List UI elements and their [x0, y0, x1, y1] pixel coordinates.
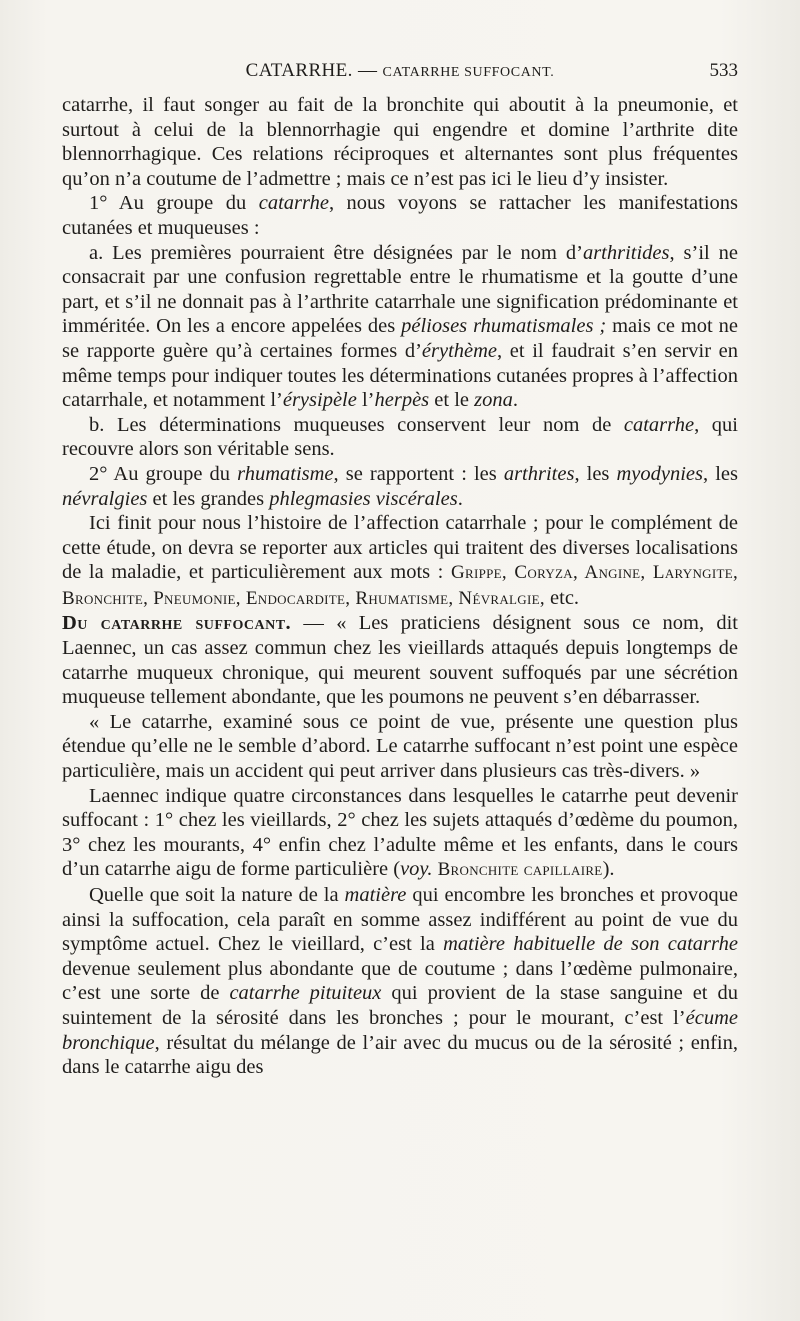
paragraph-8: « Le catarrhe, examiné sous ce point de vue, présente une question plus étendue qu’elle ne le semble d’abord. Le catarrhe suffocant n’est point une espèce particulière, mais un accident qui peut arriver dans plusieurs cas très-divers. »: [62, 710, 738, 783]
running-title-separator: —: [352, 60, 383, 81]
paragraph-4: b. Les déterminations muqueuses conservent leur nom de catarrhe, qui recouvre alors son véritable sens.: [62, 413, 738, 461]
page-number: 533: [709, 60, 738, 81]
paragraph-7: Du catarrhe suffocant. — « Les praticiens désignent sous ce nom, dit Laennec, un cas assez commun chez les vieillards attaqués depuis longtemps de catarrhe muqueux chronique, qui meurent souvent suffoqués par une sécrétion muqueuse tellement abondante, que les poumons ne peuvent s’en débarrasser.: [62, 612, 739, 709]
paragraph-2: 1° Au groupe du catarrhe, nous voyons se rattacher les manifestations cutanées et muqueuses :: [62, 192, 738, 239]
body-text: [62, 93, 738, 1080]
running-title: [62, 60, 738, 82]
paragraph-10: Quelle que soit la nature de la matière qui encombre les bronches et provoque ainsi la suffocation, cela paraît en somme assez indifférent au point de vue du symptôme actuel. Chez le vieillard, c’est la matière habituelle de son catarrhe devenue seulement plus abondante que de coutume ; dans l’œdème pulmonaire, c’est une sorte de catarrhe pituiteux qui provient de la stase sanguine et du suintement de la sérosité dans les bronches ; pour le mourant, c’est l’écume bronchique, résultat du mélange de l’air avec du mucus ou de la sérosité ; enfin, dans le catarrhe aigu des: [62, 884, 738, 1079]
paragraph-1: catarrhe, il faut songer au fait de la bronchite qui aboutit à la pneumonie, et surtout à celui de la blennorrhagie qui engendre et domine l’arthrite dite blennorrhagique. Ces relations réciproques et alternantes sont plus fréquentes qu’on n’a coutume de l’admettre ; mais ce n’est pas ici le lieu d’y insister.: [62, 94, 738, 190]
paragraph-6: Ici finit pour nous l’histoire de l’affection catarrhale ; pour le complément de cette étude, on devra se reporter aux articles qui traitent des diverses localisations de la maladie, et particulièrement aux mots : Grippe, Coryza, Angine, Laryngite, Bronchite, Pneumonie, Endocardite, Rhumatisme, Névralgie, etc.: [62, 512, 739, 609]
paragraph-3: a. Les premières pourraient être désignées par le nom d’arthritides, s’il ne consacrait par une confusion regrettable entre le rhumatisme et la goutte d’une part, et s’il ne donnait pas à l’arthrite catarrhale une signification prédominante et imméritée. On les a encore appelées des pélioses rhumatismales ; mais ce mot ne se rapporte guère qu’à certaines formes d’érythème, et il faudrait s’en servir en même temps pour indiquer toutes les déterminations cutanées propres à l’affection catarrhale, et notamment l’érysipèle l’herpès et le zona.: [62, 241, 739, 412]
cross-reference: Bronchite capillaire: [432, 859, 603, 881]
paragraph-5: 2° Au groupe du rhumatisme, se rapportent : les arthrites, les myodynies, les névralgies et les grandes phlegmasies viscérales.: [62, 462, 738, 510]
section-heading: Du catarrhe suffocant.: [62, 612, 292, 635]
running-title-sub: CATARRHE SUFFOCANT.: [382, 65, 555, 80]
running-title-main: CATARRHE.: [245, 60, 353, 81]
cross-reference-list: Grippe, Coryza, Angine, Laryngite, Bronchite, Pneumonie, Endocardite, Rhumatisme, Névralgie,: [62, 562, 739, 609]
paragraph-9: Laennec indique quatre circonstances dans lesquelles le catarrhe peut devenir suffocant : 1° chez les vieillards, 2° chez les sujets attaqués d’œdème du poumon, 3° chez les mourants, 4° enfin chez l’adulte même et les enfants, dans le cours d’un catarrhe aigu de forme particulière (voy. Bronchite capillaire).: [62, 784, 738, 881]
running-header: [62, 60, 738, 88]
